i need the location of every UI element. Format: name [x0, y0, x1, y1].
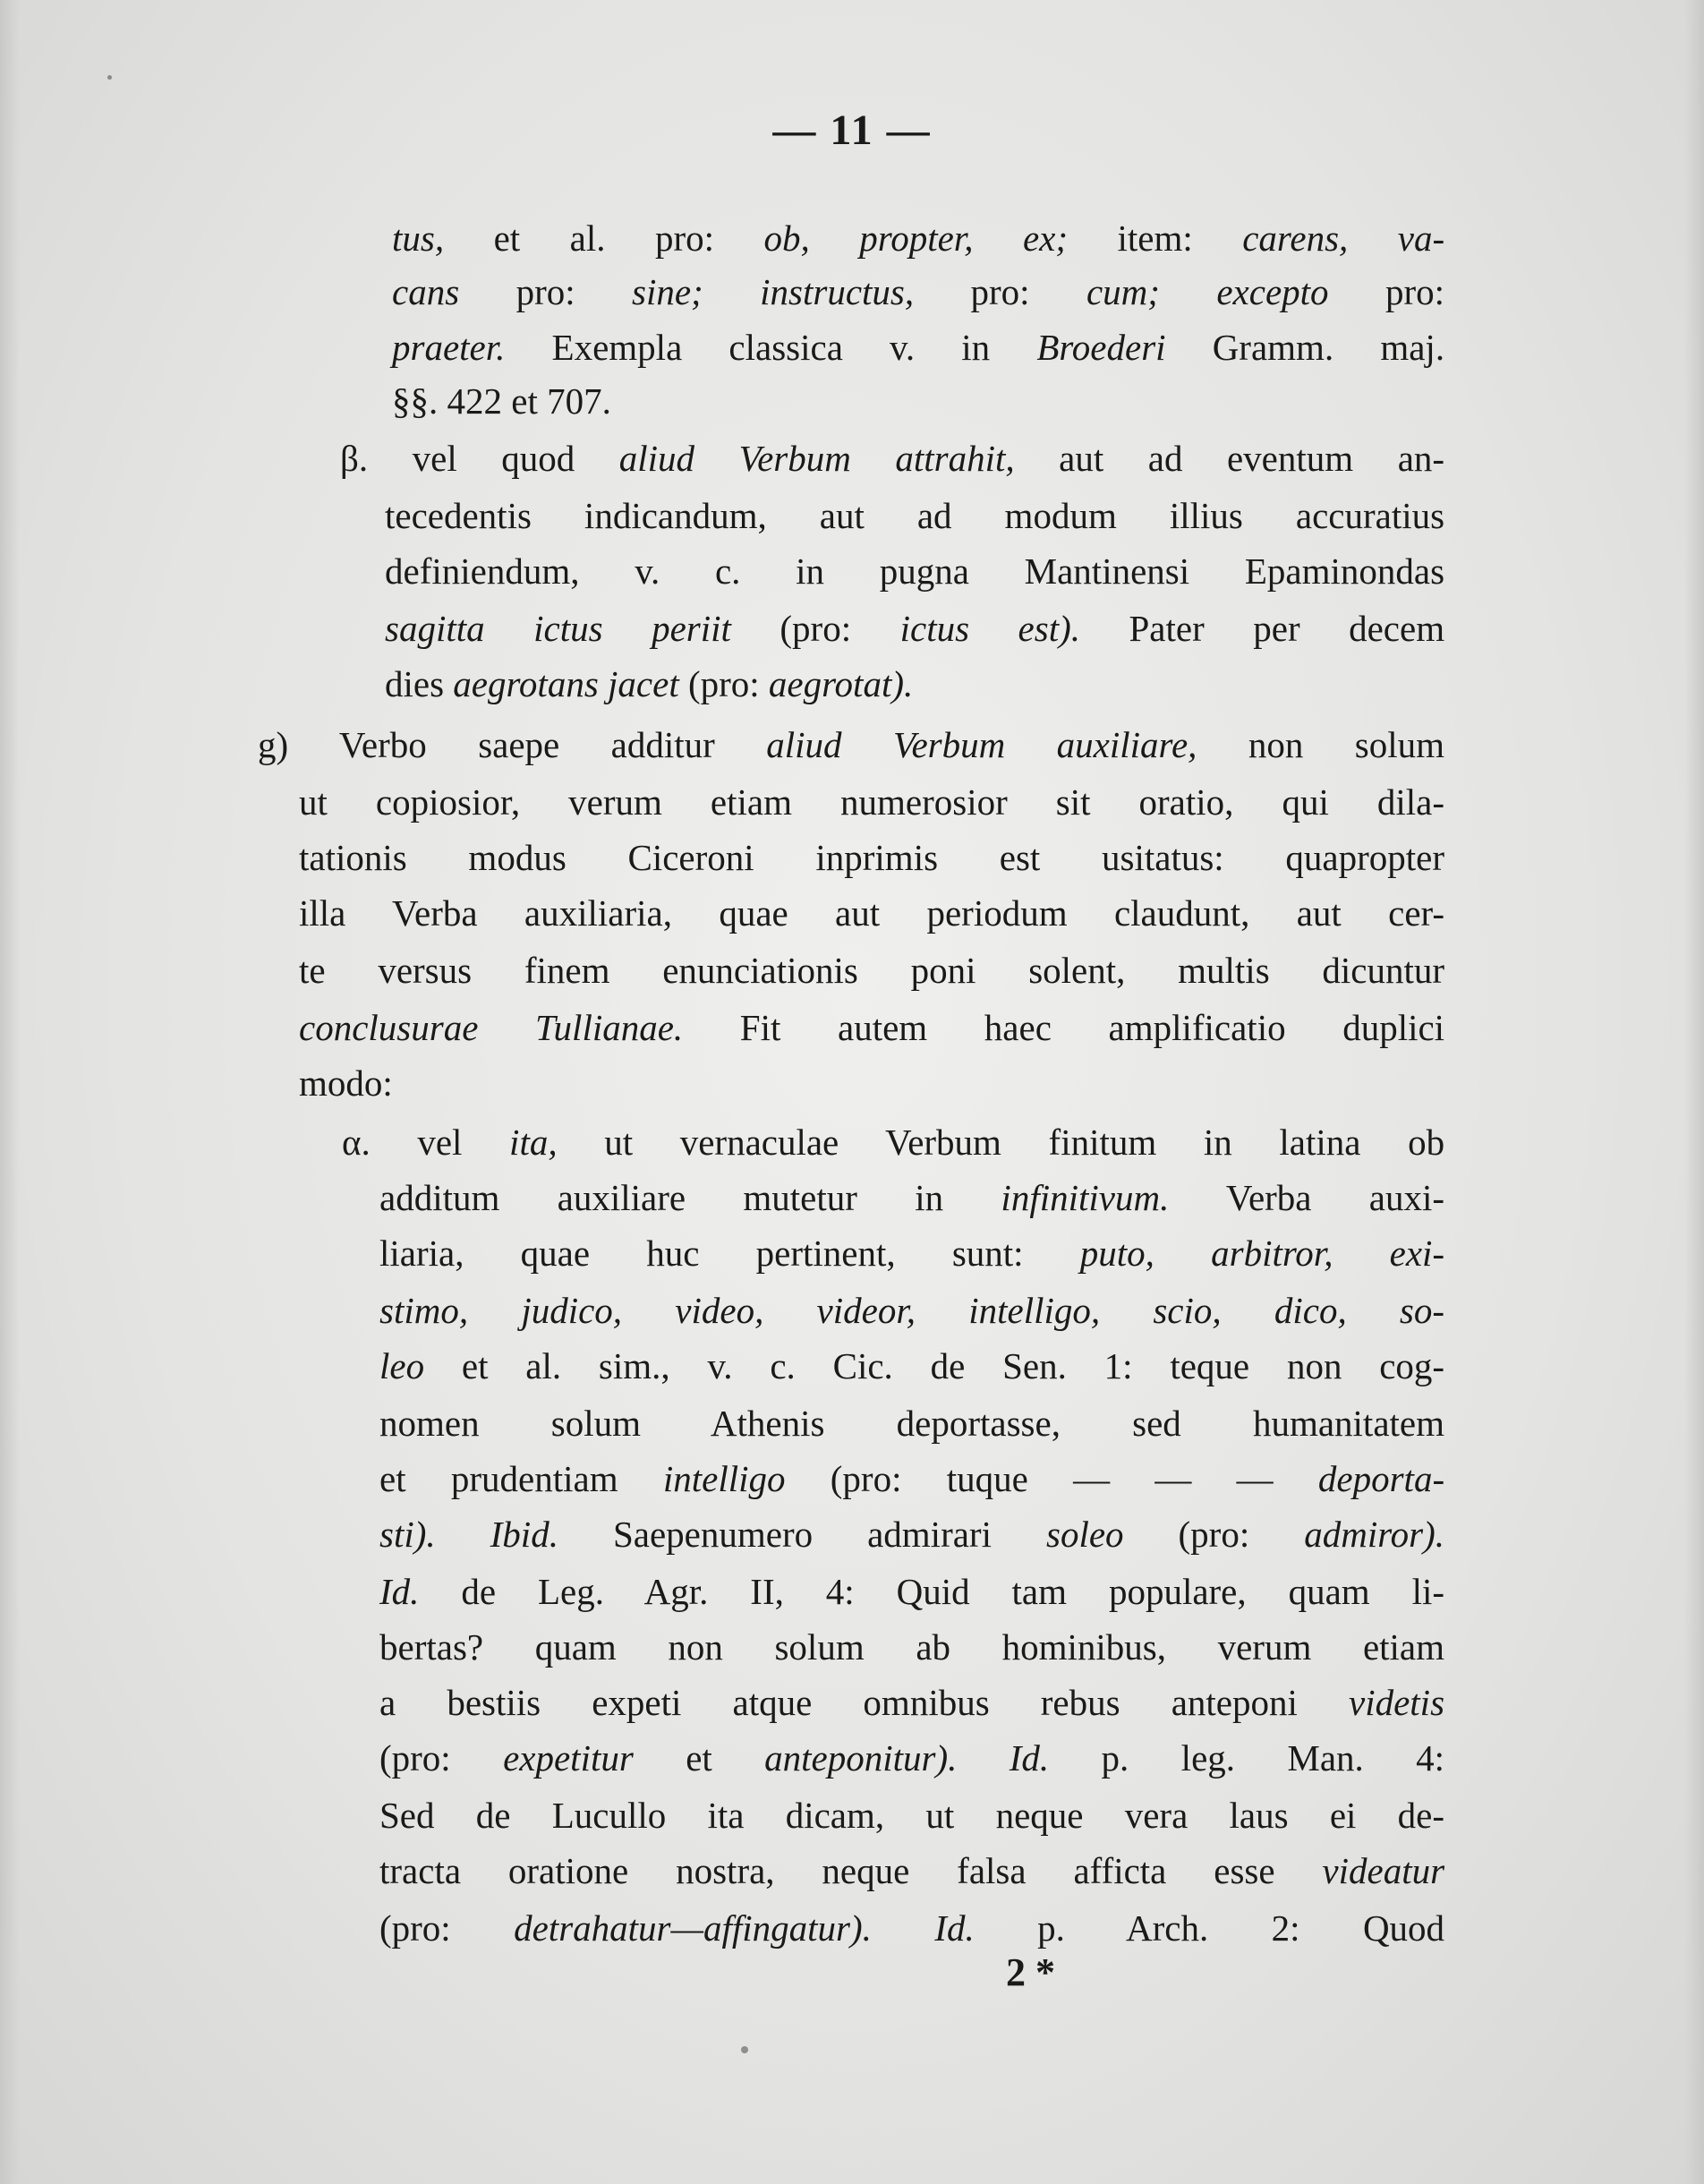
text-line: tus, et al. pro: ob, propter, ex; item: carens, va-	[392, 218, 1445, 259]
text-line: modo:	[299, 1062, 393, 1104]
text-line: definiendum, v. c. in pugna Mantinensi Epaminondas	[385, 550, 1445, 592]
text-line: (pro: expetitur et anteponitur). Id. p. leg. Man. 4:	[379, 1737, 1445, 1779]
text-line: bertas? quam non solum ab hominibus, verum etiam	[379, 1626, 1445, 1668]
paper-speck	[741, 2046, 748, 2053]
text-line: conclusurae Tullianae. Fit autem haec amplificatio duplici	[299, 1007, 1445, 1048]
text-line: illa Verba auxiliaria, quae aut periodum claudunt, aut cer-	[299, 892, 1445, 934]
text-line: tecedentis indicandum, aut ad modum illius accuratius	[385, 495, 1445, 536]
text-line: tracta oratione nostra, neque falsa afficta esse videatur	[379, 1850, 1445, 1891]
text-line: dies aegrotans jacet (pro: aegrotat).	[385, 663, 914, 704]
text-line: tationis modus Ciceroni inprimis est usitatus: quapropter	[299, 837, 1444, 878]
text-line: sti). Ibid. Saepenumero admirari soleo (pro: admiror).	[379, 1514, 1445, 1555]
text-line: liaria, quae huc pertinent, sunt: puto, arbitror, exi-	[379, 1233, 1445, 1274]
text-line: g) Verbo saepe additur aliud Verbum auxiliare, non solum	[258, 724, 1444, 765]
paper-speck	[107, 75, 112, 80]
page-header: — 11 —	[772, 107, 932, 154]
text-line: additum auxiliare mutetur in infinitivum. Verba auxi-	[379, 1177, 1445, 1218]
text-line: (pro: detrahatur—affingatur). Id. p. Arch. 2: Quod	[379, 1907, 1445, 1949]
text-line: et prudentiam intelligo (pro: tuque — — — deporta-	[379, 1458, 1445, 1499]
signature-mark: 2 *	[1006, 1950, 1055, 1994]
text-line: leo et al. sim., v. c. Cic. de Sen. 1: teque non cog-	[379, 1345, 1445, 1386]
page-right-edge	[1684, 0, 1704, 2184]
text-line: cans pro: sine; instructus, pro: cum; excepto pro:	[392, 271, 1444, 312]
text-line: sagitta ictus periit (pro: ictus est). Pater per decem	[385, 608, 1445, 649]
text-line: §§. 422 et 707.	[392, 380, 611, 422]
text-line: stimo, judico, video, videor, intelligo, scio, dico, so-	[379, 1290, 1445, 1331]
text-line: α. vel ita, ut vernaculae Verbum finitum in latina ob	[342, 1122, 1445, 1163]
text-line: praeter. Exempla classica v. in Broederi Gramm. maj.	[392, 327, 1445, 368]
text-line: nomen solum Athenis deportasse, sed humanitatem	[379, 1403, 1445, 1444]
page-left-edge	[0, 0, 20, 2184]
text-line: Sed de Lucullo ita dicam, ut neque vera laus ei de-	[379, 1795, 1445, 1836]
text-line: ut copiosior, verum etiam numerosior sit oratio, qui dila-	[299, 781, 1444, 823]
text-line: te versus finem enunciationis poni solent, multis dicuntur	[299, 950, 1445, 991]
text-line: β. vel quod aliud Verbum attrahit, aut ad eventum an-	[340, 438, 1445, 479]
text-line: Id. de Leg. Agr. II, 4: Quid tam populare, quam li-	[379, 1571, 1445, 1612]
text-line: a bestiis expeti atque omnibus rebus anteponi videtis	[379, 1682, 1445, 1723]
